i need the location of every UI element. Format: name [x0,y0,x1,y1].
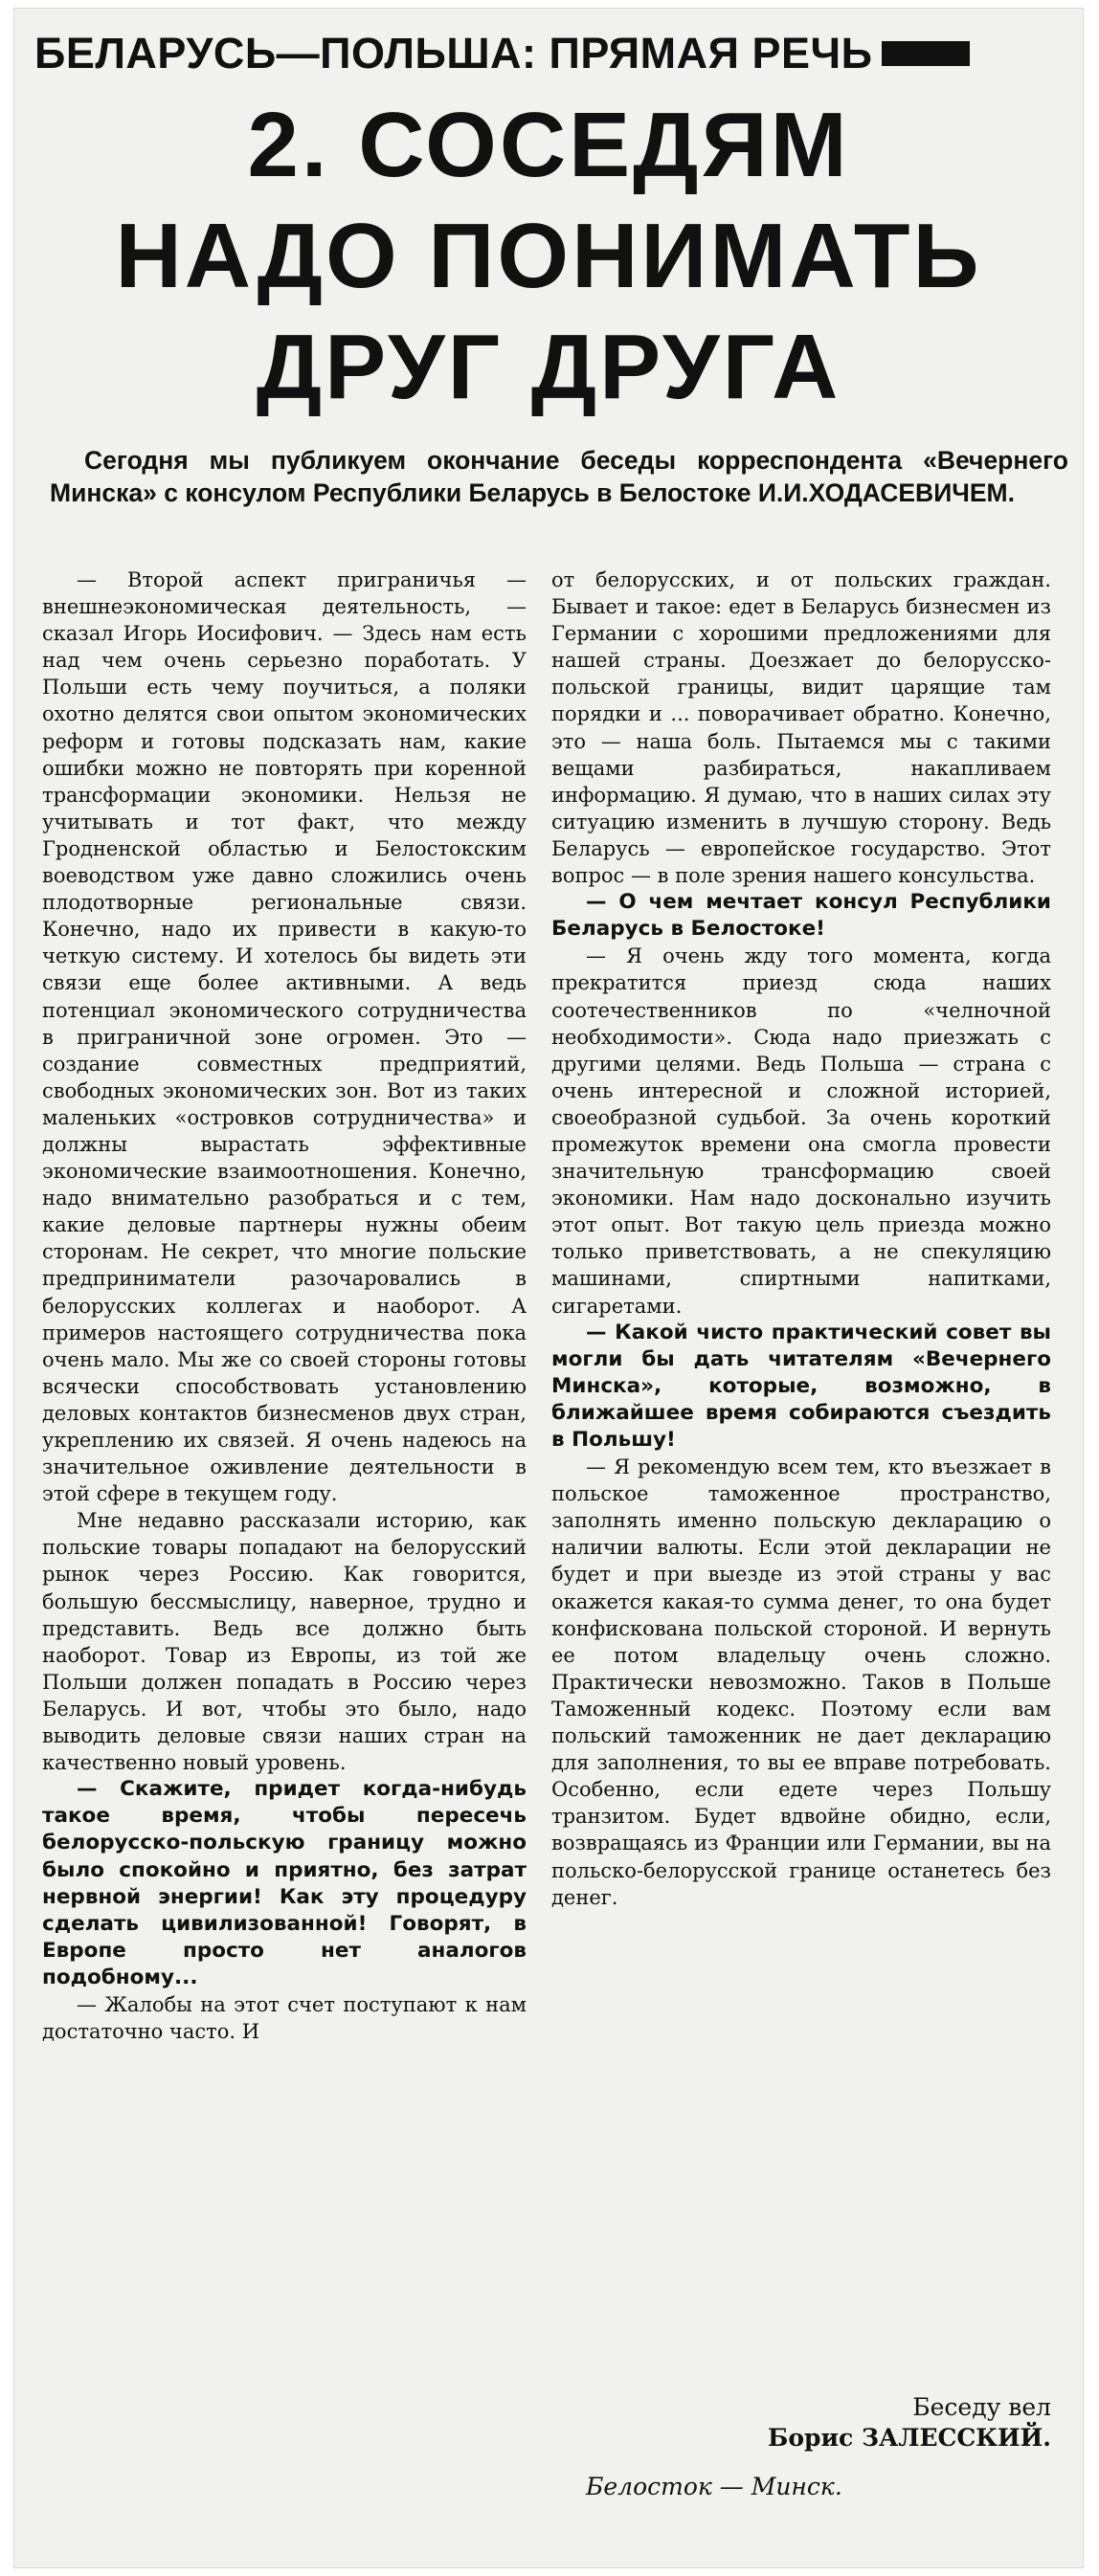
interviewer-question-3: — Какой чисто практический совет вы могли бы дать читателям «Вечернего Минска», которые, возможно, в ближайшее время собираются съездить в Польшу! [551,1320,1051,1452]
section-kicker [34,27,1068,80]
dateline: Белосток — Минск. [586,2473,842,2500]
article-headline [13,90,1084,423]
right-paragraph-3: — Я рекомендую всем тем, кто въезжает в польское таможенное пространство, заполнять именно польскую декларацию о наличии валюты. Если этой декларации не будет и при выезде из этой страны у вас окажется какая-то сумма денег, то она будет конфискована польской стороной. И вернуть ее потом владельцу очень сложно. Практически невозможно. Таков в Польше Таможенный кодекс. Поэтому если вам польский таможенник не дает декларацию для заполнения, то вы ее вправе потребовать. Особенно, если едете через Польшу транзитом. Будет вдвойне обидно, если, возвращаясь из Франции или Германии, вы на польско-белорусской границе останетесь без денег. [551,1455,1051,1909]
kicker-text: БЕЛАРУСЬ—ПОЛЬША: ПРЯМАЯ РЕЧЬ [34,29,873,78]
interviewer-question-2: — О чем мечтает консул Республики Беларусь в Белостоке! [551,890,1051,942]
byline [768,2392,1051,2454]
left-paragraph-2: Мне недавно рассказали историю, как польские товары попадают на белорусский рынок через Россию. Как говорится, большую бессмыслицу, наверное, трудно и представить. Ведь все должно быть наоборот. Товар из Европы, из той же Польши должен попадать в Россию через Беларусь. И вот, чтобы это было, надо выводить деловые связи наших стран на качественно новый уровень. [42,1509,527,1775]
byline-author: Борис ЗАЛЕССКИЙ. [767,2424,1051,2452]
headline-line-3: ДРУГ ДРУГА [256,316,841,418]
right-paragraph-1: от белорусских, и от польских граждан. Бывает и такое: едет в Беларусь бизнесмен из Германии с хорошими предложениями для нашей страны. Доезжает до белорусско-польской границы, видит царящие там порядки и ... поворачивает обратно. Конечно, это — наша боль. Пытаемся мы с такими вещами разбираться, накапливаем информацию. Я думаю, что в наших силах эту ситуацию изменить в лучшую сторону. Ведь Беларусь — европейское государство. Этот вопрос — в поле зрения нашего консульства. [551,568,1051,888]
left-column [42,566,527,2045]
byline-label: Беседу вел [912,2393,1051,2421]
left-paragraph-1: — Второй аспект приграничья — внешнеэкономическая деятельность, — сказал Игорь Иосифович. — Здесь нам есть над чем очень серьезно поработать. У Польши есть чему поучиться, а поляки охотно делятся свои опытом экономических реформ и готовы подсказать нам, какие ошибки можно не повторять при коренной трансформации экономики. Нельзя не учитывать и тот факт, что между Гродненской областью и Белостокским воеводством уже давно сложились очень плодотворные региональные связи. Конечно, надо их привести в какую-то четкую систему. И хотелось бы видеть эти связи еще более активными. А ведь потенциал экономического сотрудничества в приграничной зоне огромен. Это — создание совместных предприятий, свободных экономических зон. Вот из таких маленьких «островков сотрудничества» и должны вырастать эффективные экономические взаимоотношения. Конечно, надо внимательно разобраться и с тем, какие деловые партнеры нужны обеим сторонам. Не секрет, что многие польские предприниматели разочаровались в белорусских коллегах и наоборот. А примеров настоящего сотрудничества пока очень мало. Мы же со своей стороны готовы всячески способствовать установлению деловых контактов бизнесменов двух стран, укреплению их связей. Я очень надеюсь на значительное оживление деятельности в этой сфере в текущем году. [42,568,527,1506]
right-column [551,566,1051,1911]
right-paragraph-2: — Я очень жду того момента, когда прекратится приезд сюда наших соотечественников по «челночной необходимости». Сюда надо приезжать с другими целями. Ведь Польша — страна с очень интересной и сложной историей, своеобразной судьбой. За очень короткий промежуток времени она смогла провести значительную трансформацию своей экономики. Нам надо досконально изучить этот опыт. Вот такую цель приезда можно только приветствовать, а не спекуляцию машинами, спиртными напитками, сигаретами. [551,944,1051,1318]
headline-line-2: НАДО ПОНИМАТЬ [115,205,982,307]
newspaper-clipping [13,8,1084,2568]
article-lead: Сегодня мы публикуем окончание беседы корреспондента «Вечернего Минска» с консулом Республики Беларусь в Белостоке И.И.ХОДАСЕВИЧЕМ. [50,446,1068,507]
interviewer-question-1: — Скажите, придет когда-нибудь такое время, чтобы пересечь белорусско-польскую границу можно было спокойно и приятно, без затрат нервной энергии! Как эту процедуру сделать цивилизованной! Говорят, в Европе просто нет аналогов подобному... [42,1777,527,1989]
kicker-black-bar [882,41,970,66]
left-paragraph-3: — Жалобы на этот счет поступают к нам достаточно часто. И [42,1992,527,2044]
headline-line-1: 2. СОСЕДЯМ [247,94,850,196]
